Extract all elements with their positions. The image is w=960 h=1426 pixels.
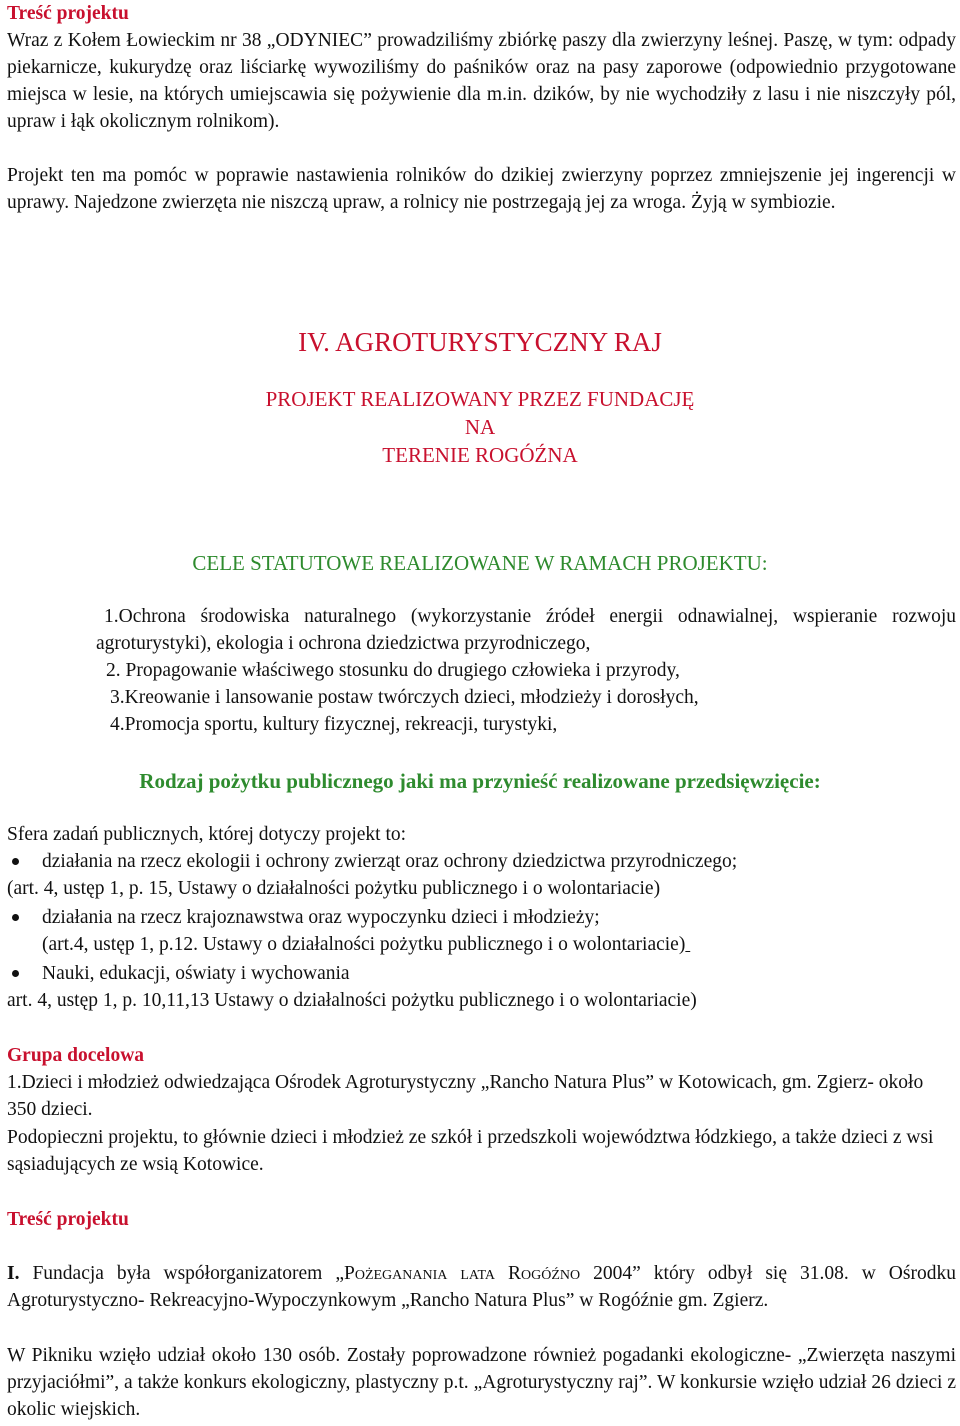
goals-list: [96, 603, 956, 738]
content-heading: Treść projektu: [7, 1209, 129, 1230]
sphere-list: [7, 848, 956, 875]
goals-heading: CELE STATUTOWE REALIZOWANE W RAMACH PROJEKTU:: [192, 551, 768, 575]
project-subtitle-2: NA: [464, 415, 496, 439]
sphere-list: [7, 904, 956, 931]
bullet-icon: [12, 858, 19, 865]
sphere-intro: Sfera zadań publicznych, której dotyczy projekt to:: [7, 824, 407, 845]
project-subtitle-1: PROJEKT REALIZOWANY PRZEZ FUNDACJĘ: [265, 387, 695, 411]
paragraph: Wraz z Kołem Łowieckim nr 38 „ODYNIEC” prowadziliśmy zbiórkę paszy dla zwierzyny leśnej. Paszę, w tym: odpady piekarnicze, kukurydzę oraz liściarkę wywoziliśmy do paśników oraz na pasy zaporowe (odpowiednio przygotowane miejsca w lesie, na których umiejscawia się pożywienie dla m.in. dzików, by nie wychodziły z lasu i nie niszczyły pól, upraw i łąk okolicznym rolnikom).: [7, 30, 956, 132]
goal-item: 1.Ochrona środowiska naturalnego (wykorzystanie źródeł energii odnawialnej, wspieranie rozwoju agroturystyki), ekologia i ochrona dziedzictwa przyrodniczego,: [96, 606, 956, 654]
sphere-item: Nauki, edukacji, oświaty i wychowania: [7, 960, 956, 987]
paragraph: W Pikniku wzięło udział około 130 osób. Zostały poprowadzone również pogadanki ekologiczne- „Zwierzęta naszymi przyjaciółmi”, a także konkurs ekologiczny, plastyczny p.t. „Agroturystyczny raj”. W konkursie wzięło udział 26 dzieci z okolic wiejskich.: [7, 1345, 956, 1420]
paragraph: 1.Dzieci i młodzież odwiedzająca Ośrodek Agroturystyczny „Rancho Natura Plus” w Kotowicach, gm. Zgierz- około 350 dzieci.: [7, 1072, 924, 1120]
project-subtitle-3: TERENIE ROGÓŹNA: [382, 443, 578, 467]
sphere-item: działania na rzecz krajoznawstwa oraz wypoczynku dzieci i młodzieży;: [7, 904, 956, 931]
legal-reference: art. 4, ustęp 1, p. 10,11,13 Ustawy o działalności pożytku publicznego i o wolontariacie): [7, 990, 697, 1011]
paragraph: Podopieczni projektu, to głównie dzieci i młodzież ze szkół i przedszkoli województwa łódzkiego, a także dzieci z wsi sąsiadujących ze wsią Kotowice.: [7, 1127, 934, 1175]
goal-item: 3.Kreowanie i lansowanie postaw twórczych dzieci, młodzieży i dorosłych,: [110, 687, 699, 708]
goal-item: 2. Propagowanie właściwego stosunku do drugiego człowieka i przyrody,: [106, 660, 680, 681]
benefit-heading: Rodzaj pożytku publicznego jaki ma przynieść realizowane przedsięwzięcie:: [139, 769, 821, 793]
legal-reference: (art. 4, ustęp 1, p. 15, Ustawy o działalności pożytku publicznego i o wolontariacie): [7, 878, 661, 899]
section-heading: Treść projektu: [7, 3, 129, 24]
bullet-icon: [12, 914, 19, 921]
paragraph: Projekt ten ma pomóc w poprawie nastawienia rolników do dzikiej zwierzyny poprzez zmniejszenie jej ingerencji w uprawy. Najedzone zwierzęta nie niszczą upraw, a rolnicy nie postrzegają jej za wroga. Żyją w symbiozie.: [7, 165, 956, 213]
bullet-icon: [12, 970, 19, 977]
paragraph: I. Fundacja była współorganizatorem „Pożeganania lata Rogóźno 2004” który odbył się 31.08. w Ośrodku Agroturystyczno- Rekreacyjno-Wypoczynkowym „Rancho Natura Plus” w Rogóźnie gm. Zgierz.: [7, 1263, 956, 1311]
sphere-item: działania na rzecz ekologii i ochrony zwierząt oraz ochrony dziedzictwa przyrodniczego;: [7, 848, 956, 875]
target-heading: Grupa docelowa: [7, 1045, 145, 1066]
chapter-title: IV. AGROTURYSTYCZNY RAJ: [298, 327, 662, 357]
goal-item: 4.Promocja sportu, kultury fizycznej, rekreacji, turystyki,: [110, 714, 558, 735]
legal-reference: (art.4, ustęp 1, p.12. Ustawy o działalności pożytku publicznego i o wolontariacie): [42, 934, 686, 955]
sphere-list: [7, 960, 956, 987]
